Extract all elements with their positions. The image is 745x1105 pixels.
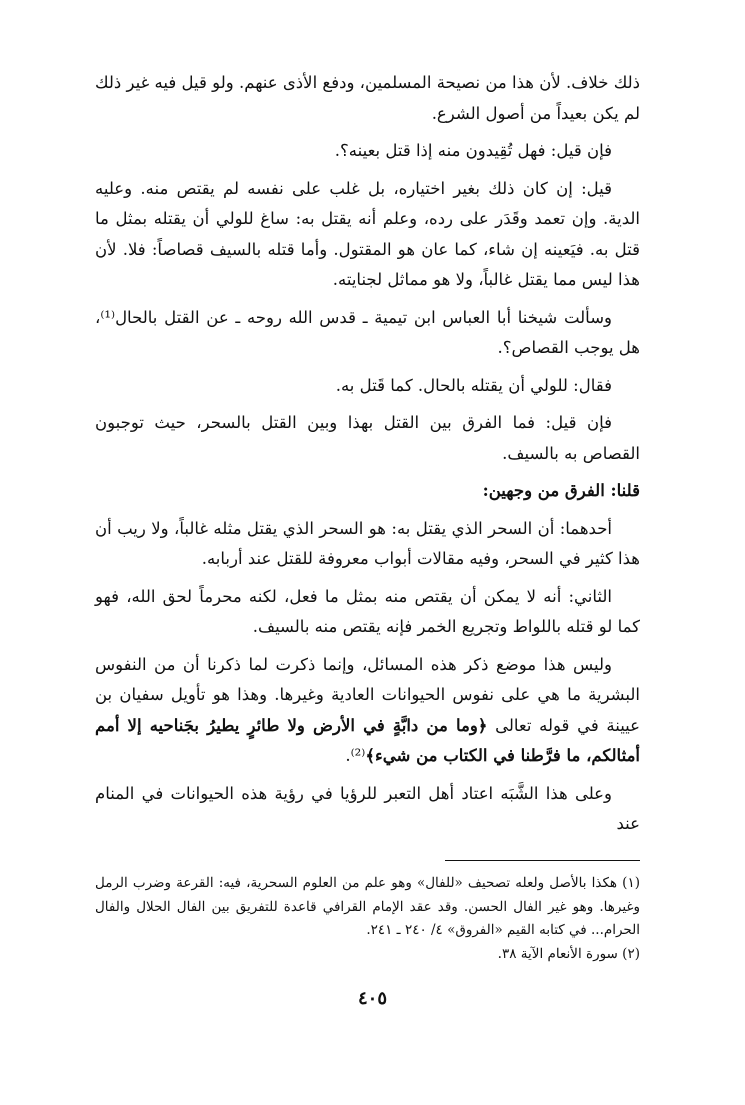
footnote-1 — [95, 872, 640, 943]
footnote-2-text: سورة الأنعام الآية ٣٨. — [497, 945, 618, 962]
section-heading: قلنا: الفرق من وجهين: — [482, 481, 640, 500]
paragraph-4: وسألت شيخنا أبا العباس ابن تيمية ـ قدس الله روحه ـ عن القتل بالحال⁽¹⁾، هل يوجب القصاص؟. — [95, 307, 640, 357]
paragraph-7 — [95, 476, 640, 507]
page-number: ٤٠٥ — [357, 988, 387, 1009]
paragraph-2: فإن قيل: فهل تُقِيدون منه إذا قتل بعينه؟. — [334, 141, 612, 160]
paragraph-10 — [95, 650, 640, 772]
paragraph-9: الثاني: أنه لا يمكن أن يقتص منه بمثل ما فعل، لكنه محرماً لحق الله، فهو كما لو قتله باللواط وتجريع الخمر فإنه يقتص منه بالسيف. — [95, 586, 640, 636]
footnote-divider — [445, 860, 640, 861]
paragraph-10-text: وليس هذا موضع ذكر هذه المسائل، وإنما ذكرت لما ذكرنا أن من النفوس البشرية ما هي على نفوس الحيوانات العادية وغيرها. وهذا هو تأويل سفيان بن عيينة في قوله تعالى — [95, 654, 640, 735]
paragraph-5: فقال: للولي أن يقتله بالحال. كما قَتل به. — [335, 375, 612, 395]
paragraph-6: فإن قيل: فما الفرق بين القتل بهذا وبين القتل بالسحر، حيث توجبون القصاص به بالسيف. — [95, 413, 640, 463]
footnote-1-text: هكذا بالأصل ولعله تصحيف «للفال» وهو علم من العلوم السحرية، فيه: القرعة وضرب الرمل وغيرها. وهو غير الفال الحسن. وقد عقد الإمام القرافي قاعدة للتفريق بين الفال الحلال والفال الحرام... في كتابه القيم «الفروق» ٤/ ٢٤٠ ـ ٢٤١. — [95, 875, 640, 938]
footnote-2 — [95, 943, 640, 967]
paragraph-3: قيل: إن كان ذلك بغير اختياره، بل غلب على نفسه لم يقتص منه. وعليه الدية. وإن تعمد وقَدَر على رده، وعلم أنه يقتل به: ساغ للولي أن يقتله بمثل ما قتل به. فيَعينه إن شاء، كما عان هو المقتول. وأما قتله بالسيف قصاصاً: فلا. لأن هذا ليس مما يقتل غالباً، ولا هو مماثل لجنايته. — [95, 178, 640, 289]
footnotes — [95, 872, 640, 966]
footnote-1-number: (١) — [622, 875, 640, 891]
verse-footnote-marker: ⁽²⁾. — [345, 746, 366, 765]
paragraph-11: وعلى هذا الشَّبَه اعتاد أهل التعبر للرؤيا في رؤية هذه الحيوانات في المنام عند — [95, 783, 640, 833]
paragraph-1: ذلك خلاف. لأن هذا من نصيحة المسلمين، ودفع الأذى عنهم. ولو قيل فيه غير ذلك لم يكن بعيداً من أصول الشرع. — [95, 73, 640, 123]
footnote-2-number: (٢) — [622, 945, 640, 962]
paragraph-8: أحدهما: أن السحر الذي يقتل به: هو السحر الذي يقتل مثله غالباً، ولا ريب أن هذا كثير في السحر، وفيه مقالات أبواب معروفة للقتل عند أربابه. — [95, 518, 640, 568]
quran-verse: ﴿وما من دابَّةٍ في الأرض ولا طائرٍ يطيرُ بجَناحيه إلا أمم أمثالكم، ما فرَّطنا في الكتاب من شيء﴾ — [95, 715, 640, 765]
